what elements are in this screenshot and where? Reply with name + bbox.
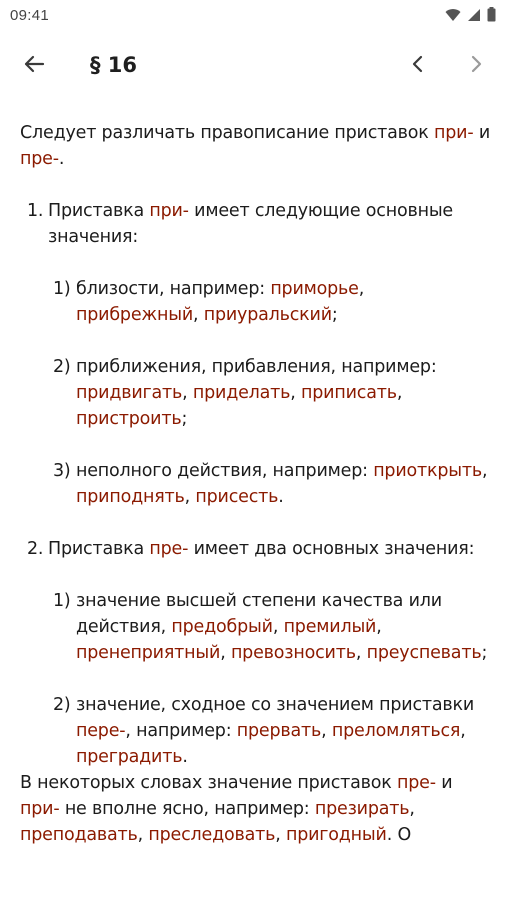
sub-item-1-3: 3) неполного действия, например: приоткрыть, приподнять, присесть. <box>53 461 488 507</box>
chevron-left-icon <box>411 55 425 73</box>
signal-icon <box>467 8 481 22</box>
word-link[interactable]: преградить <box>76 747 183 767</box>
link-prefix-pri[interactable]: при- <box>434 123 474 143</box>
sub-item-1-2: 2) приближения, прибавления, например: придвигать, приделать, приписать, пристроить; <box>53 357 437 429</box>
word-link[interactable]: приделать <box>192 383 291 403</box>
chevron-right-icon <box>469 55 483 73</box>
word-link[interactable]: прервать <box>236 721 322 741</box>
sub-item-1-1: 1) близости, например: приморье, прибрежный, приуральский; <box>53 279 365 325</box>
word-link[interactable]: презирать <box>314 799 410 819</box>
link-prefix-pri[interactable]: при- <box>149 201 189 221</box>
list-item-number: 2. <box>27 539 44 559</box>
word-link[interactable]: приморье <box>270 279 359 299</box>
status-time: 09:41 <box>10 7 50 24</box>
word-link[interactable]: приуральский <box>203 305 332 325</box>
word-link[interactable]: премилый <box>283 617 377 637</box>
word-link[interactable]: пренеприятный <box>76 643 221 663</box>
status-bar <box>0 0 506 32</box>
sub-item-2-2: 2) значение, сходное со значением приставки пере-, например: прервать, преломляться, преградить. <box>53 695 475 767</box>
word-link[interactable]: приподнять <box>76 487 185 507</box>
link-prefix-pre[interactable]: пре- <box>397 773 436 793</box>
word-link[interactable]: превозносить <box>230 643 356 663</box>
list-item-number: 1. <box>27 201 44 221</box>
word-link[interactable]: преломляться <box>331 721 461 741</box>
battery-icon <box>487 7 496 22</box>
link-prefix-pere[interactable]: пере- <box>76 721 126 741</box>
word-link[interactable]: пригодный <box>285 825 387 845</box>
list-item-2: 2. Приставка пре- имеет два основных значения: <box>27 536 490 562</box>
word-link[interactable]: предобрый <box>171 617 273 637</box>
word-link[interactable]: преследовать <box>148 825 276 845</box>
word-link[interactable]: приоткрыть <box>373 461 483 481</box>
back-arrow-icon <box>23 53 45 75</box>
list-item-1: 1. Приставка при- имеет следующие основные значения: <box>27 198 490 250</box>
sub-item-2-1: 1) значение высшей степени качества или действия, предобрый, премилый, пренеприятный, превозносить, преуспевать; <box>53 591 488 663</box>
word-link[interactable]: присесть <box>195 487 279 507</box>
link-prefix-pre[interactable]: пре- <box>149 539 189 559</box>
word-link[interactable]: прибрежный <box>76 305 193 325</box>
link-prefix-pre[interactable]: пре- <box>20 149 59 169</box>
word-link[interactable]: преподавать <box>20 825 138 845</box>
word-link[interactable]: преуспевать <box>366 643 482 663</box>
word-link[interactable]: придвигать <box>76 383 183 403</box>
status-icons <box>445 7 496 22</box>
article-content <box>20 120 490 848</box>
page-title: § 16 <box>90 53 138 77</box>
word-link[interactable]: приписать <box>301 383 397 403</box>
back-button[interactable] <box>14 44 54 84</box>
app-bar <box>0 32 506 98</box>
word-link[interactable]: пристроить <box>76 409 182 429</box>
wifi-icon <box>445 8 461 22</box>
next-section-button[interactable] <box>456 44 496 84</box>
link-prefix-pri[interactable]: при- <box>20 799 60 819</box>
previous-section-button[interactable] <box>398 44 438 84</box>
final-paragraph: В некоторых словах значение приставок пре- и при- не вполне ясно, например: презирать, преподавать, преследовать, пригодный. О <box>20 773 453 845</box>
intro-paragraph: Следует различать правописание приставок при- и пре-. <box>20 123 490 169</box>
